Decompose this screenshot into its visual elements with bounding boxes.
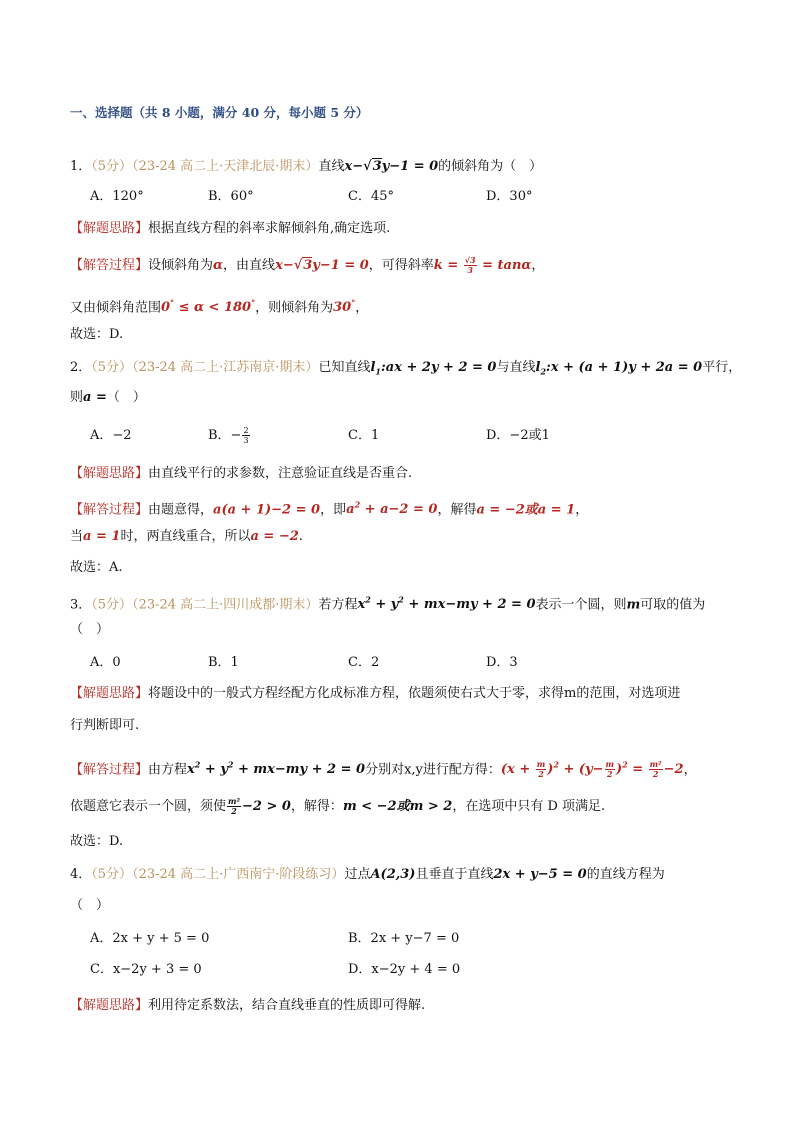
process-text: 当 <box>70 529 84 544</box>
question-2-answer: 故选：A. <box>70 560 123 575</box>
stem-math: a = <box>83 390 107 405</box>
process-math: a(a + 1)−2 = 0 <box>213 502 321 518</box>
process-text: 由方程 <box>148 762 188 778</box>
question-3-process-line-1 <box>70 755 697 780</box>
process-text: ， <box>355 300 369 316</box>
question-2-idea <box>70 464 412 484</box>
option-b: B．2x + y−7 = 0 <box>348 931 460 946</box>
idea-tag: 【解题思路】 <box>70 466 149 481</box>
option-b: B．1 <box>208 655 239 670</box>
question-score: （5分） <box>91 597 133 613</box>
question-number: 1． <box>70 159 92 174</box>
question-1-stem <box>70 157 542 177</box>
question-score: （5分） <box>91 159 133 174</box>
question-2-process-line-1 <box>70 495 588 520</box>
question-1-idea <box>70 219 390 239</box>
option-c: C．45° <box>348 189 394 204</box>
question-3-stem-line-2: （ ） <box>70 622 110 637</box>
process-text: 设倾斜角为 <box>148 258 214 273</box>
option-a: A．2x + y + 5 = 0 <box>90 931 210 946</box>
question-3-stem <box>70 590 705 615</box>
stem-text: 且垂直于直线 <box>415 867 494 882</box>
process-math: (x + $\frac{m}{2}$ )$^2$ + (y− $\frac{m}{2}$ )$^2$ = $\frac{\text{m²}}{2}$ −2 <box>500 759 684 780</box>
question-source: （23-24 高二上·江苏南京·期末） <box>132 360 319 375</box>
question-2-stem <box>70 358 741 382</box>
process-math: x−√3y−1 = 0 <box>275 258 369 273</box>
idea-tag: 【解题思路】 <box>70 998 149 1013</box>
process-math: m < −2或m > 2 <box>342 799 453 814</box>
idea-tag: 【解题思路】 <box>70 686 149 701</box>
stem-math: $x^2 + y^2 + mx-my + 2 = 0$ <box>357 595 536 613</box>
question-source: （23-24 高二上·天津北辰·期末） <box>132 159 319 174</box>
question-number: 3． <box>70 597 92 613</box>
stem-text: 表示一个圆，则 <box>535 597 627 613</box>
option-c: C．x−2y + 3 = 0 <box>90 962 202 977</box>
question-source: （23-24 高二上·广西南宁·阶段练习） <box>132 867 345 882</box>
idea-text: 根据直线方程的斜率求解倾斜角,确定选项. <box>148 221 391 236</box>
question-3-idea <box>70 684 680 704</box>
process-text: ，即 <box>320 502 347 518</box>
section-title: 一、选择题（共 8 小题，满分 40 分，每小题 5 分） <box>70 105 369 120</box>
stem-text: 的直线方程为 <box>586 867 665 882</box>
question-2-stem-line-2 <box>70 388 146 408</box>
process-math: 0° ≤ α < 180° <box>161 298 256 316</box>
question-1-answer: 故选：D. <box>70 327 124 342</box>
option-b: B．− $\frac{2}{3}$ <box>208 426 249 445</box>
process-math: $a^2 + a-2 = 0$ <box>346 500 438 518</box>
stem-text: 若方程 <box>318 597 358 613</box>
idea-tag: 【解题思路】 <box>70 221 149 236</box>
process-text: ， <box>531 258 545 273</box>
question-3-idea-line-2: 行判断即可. <box>70 718 140 733</box>
option-d: D．30° <box>486 189 533 204</box>
question-number: 2． <box>70 360 92 375</box>
idea-text: 利用待定系数法，结合直线垂直的性质即可得解. <box>148 998 426 1013</box>
process-math: a = 1 <box>83 529 121 544</box>
idea-text: 由直线平行的求参数，注意验证直线是否重合. <box>148 466 413 481</box>
process-math: k = $\frac{√3}{3}$ = tanα <box>433 255 532 275</box>
process-text: . <box>298 529 303 544</box>
option-d: D．x−2y + 4 = 0 <box>348 962 461 977</box>
question-1-process-line-1 <box>70 256 544 276</box>
stem-text: 的倾斜角为（ ） <box>438 159 543 174</box>
process-text: 时，两直线重合，所以 <box>120 529 251 544</box>
process-math: $\frac{\text{m²}}{2}$ −2 > 0 <box>228 796 291 816</box>
process-text: ，可得斜率 <box>368 258 434 273</box>
question-3-process-line-2 <box>70 797 605 817</box>
question-4-idea <box>70 996 425 1016</box>
stem-math: A(2,3) <box>370 867 416 882</box>
option-c: C．1 <box>348 428 380 443</box>
question-number: 4． <box>70 867 92 882</box>
question-4-stem-line-2: （ ） <box>70 898 110 913</box>
stem-text: 直线 <box>318 159 345 174</box>
stem-text: 已知直线 <box>318 360 371 375</box>
process-text: ，由直线 <box>223 258 276 273</box>
question-1-process-line-2 <box>70 293 368 318</box>
process-text: ， <box>575 502 589 518</box>
question-3-answer: 故选：D. <box>70 834 124 849</box>
process-math: $x^2 + y^2 + mx-my + 2 = 0$ <box>187 760 366 778</box>
option-c: C．2 <box>348 655 380 670</box>
option-d: D．−2或1 <box>486 428 550 443</box>
process-text: ，则倾斜角为 <box>255 300 334 316</box>
stem-math: m <box>626 597 641 613</box>
question-2-process-line-2 <box>70 527 303 547</box>
process-tag: 【解答过程】 <box>70 762 149 778</box>
option-a: A．120° <box>90 189 144 204</box>
stem-text: 可取的值为 <box>640 597 706 613</box>
question-score: （5分） <box>91 360 133 375</box>
option-a: A．0 <box>90 655 121 670</box>
stem-math: 2x + y−5 = 0 <box>493 867 587 882</box>
process-text: 依题意它表示一个圆，须使 <box>70 799 227 814</box>
stem-math: x−√3y−1 = 0 <box>344 159 439 174</box>
process-math: a = −2 <box>250 529 299 544</box>
process-text: ，在选项中只有 D 项满足. <box>452 799 606 814</box>
option-a: A．−2 <box>90 428 132 443</box>
question-source: （23-24 高二上·四川成都·期末） <box>132 597 319 613</box>
stem-text: 平行， <box>702 360 742 375</box>
process-text: 又由倾斜角范围 <box>70 300 162 316</box>
process-text: ， <box>683 762 697 778</box>
question-score: （5分） <box>91 867 133 882</box>
stem-math: $l_2:x + (a + 1)y + 2a = 0$ <box>535 360 703 377</box>
option-d: D．3 <box>486 655 518 670</box>
question-4-stem <box>70 865 665 885</box>
stem-math: $l_1:ax + 2y + 2 = 0$ <box>370 360 497 377</box>
process-tag: 【解答过程】 <box>70 258 149 273</box>
process-text: ，解得 <box>437 502 477 518</box>
process-math: a = −2或a = 1 <box>476 502 576 518</box>
process-text: ，解得： <box>290 799 343 814</box>
stem-text: （ ） <box>106 390 146 405</box>
process-math: α <box>213 258 224 273</box>
process-text: 由题意得， <box>148 502 214 518</box>
stem-text: 则 <box>70 390 84 405</box>
process-math: 30° <box>333 298 356 316</box>
stem-text: 与直线 <box>496 360 536 375</box>
idea-text: 将题设中的一般式方程经配方化成标准方程，依题须使右式大于零，求得m的范围，对选项进 <box>148 686 681 701</box>
process-text: 分别对x,y进行配方得： <box>365 762 501 778</box>
stem-text: 过点 <box>344 867 371 882</box>
option-b: B．60° <box>208 189 254 204</box>
process-tag: 【解答过程】 <box>70 502 149 518</box>
